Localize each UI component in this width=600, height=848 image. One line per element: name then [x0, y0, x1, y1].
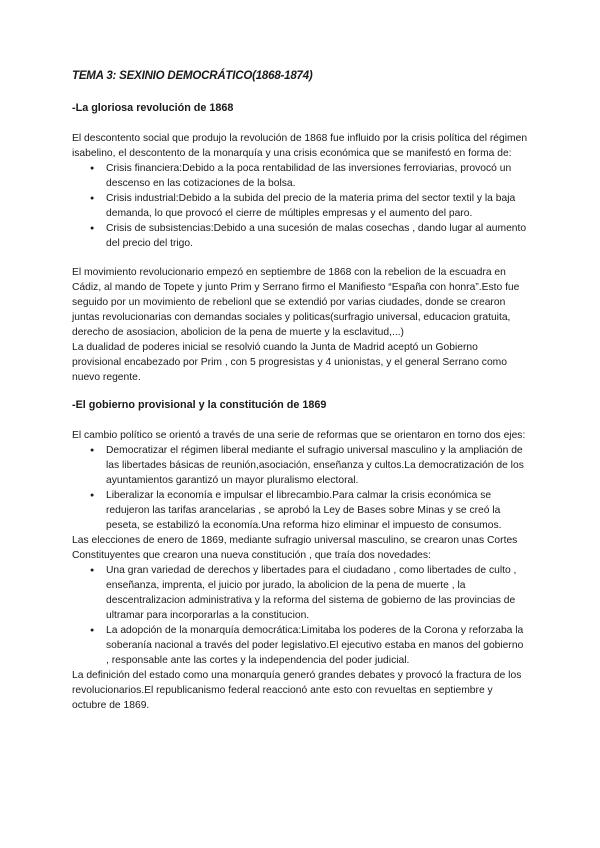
paragraph: La definición del estado como una monarquía generó grandes debates y provocó la fractura de los revolucionarios.El republicanismo federal reaccionó ante esto con revueltas en septiembre y octubre de 1869.: [72, 670, 522, 711]
list-item: ● Democratizar el régimen liberal mediante el sufragio universal masculino y la ampliación de las libertades básicas de reunión,asociación, enseñanza y cultos.La democratización de los ayuntamientos garantizó un mayor pluralismo electoral.: [106, 443, 528, 488]
paragraph: La dualidad de poderes inicial se resolvió cuando la Junta de Madrid aceptó un Gobierno provisional encabezado por Prim , con 5 progresistas y 4 unionistas, y el general Serrano como nuevo regente.: [72, 342, 507, 383]
document-title: TEMA 3: SEXINIO DEMOCRÁTICO(1868-1874): [72, 70, 313, 82]
paragraph: El movimiento revolucionario empezó en septiembre de 1868 con la rebelion de la escuadra en Cádiz, al mando de Topete y junto Prim y Serrano firmo el Manifiesto “España con honra”.Esto fue seguido por un movimiento de rebelionl que se extendió por varias ciudades, donde se crearon juntas revolucionarias con demandas sociales y politicas(surfragio universal, educacion gratuita, derecho de asosiacion, abolicion de la pena de muerte y la esclavitud,...): [72, 267, 520, 338]
list-item: ● Crisis de subsistencias:Debido a una sucesión de malas cosechas , dando lugar al aumento del precio del trigo.: [106, 221, 528, 251]
paragraph: Las elecciones de enero de 1869, mediante sufragio universal masculino, se crearon unas Cortes Constituyentes que crearon una nueva constitución , que traía dos novedades:: [72, 535, 518, 561]
list-item: ● Una gran variedad de derechos y libertades para el ciudadano , como libertades de culto , enseñanza, imprenta, el juicio por jurado, la abolicion de la pena de muerte , la descentralizacion administrativa y la reforma del sistema de gobierno de las provincias de ultramar para incorporarlas a la constitucion.: [106, 563, 528, 623]
paragraph: El descontento social que produjo la revolución de 1868 fue influido por la crisis política del régimen isabelino, el descontento de la monarquía y una crisis económica que se manifestó en forma de:: [72, 133, 528, 159]
bullet-list: [72, 563, 528, 668]
bullet-list: [72, 443, 528, 533]
list-item: ● La adopción de la monarquía democrática:Limitaba los poderes de la Corona y reforzaba la soberanía nacional a través del poder legislativo.El ejecutivo estaba en manos del gobierno , responsable ante las cortes y la independencia del poder judicial.: [106, 623, 528, 668]
section-heading-gobierno: -El gobierno provisional y la constitución de 1869: [72, 399, 327, 411]
list-item: ● Crisis industrial:Debido a la subida del precio de la materia prima del sector textil y la baja demanda, lo que provocó el cierre de múltiples empresas y el aumento del paro.: [106, 191, 528, 221]
list-item: ● Crisis financiera:Debido a la poca rentabilidad de las inversiones ferroviarias, provocó un descenso en las cotizaciones de la bolsa.: [106, 161, 528, 191]
list-item: ● Liberalizar la economía e impulsar el librecambio.Para calmar la crisis económica se redujeron las tarifas arancelarias , se aprobó la Ley de Bases sobre Minas y se creó la peseta, se estabilizó la economía.Una reforma hizo eliminar el impuesto de consumos.: [106, 488, 528, 533]
section-heading-revolucion: -La gloriosa revolución de 1868: [72, 102, 234, 114]
bullet-list: [72, 161, 528, 251]
paragraph: El cambio político se orientó a través de una serie de reformas que se orientaron en torno dos ejes:: [72, 430, 526, 441]
